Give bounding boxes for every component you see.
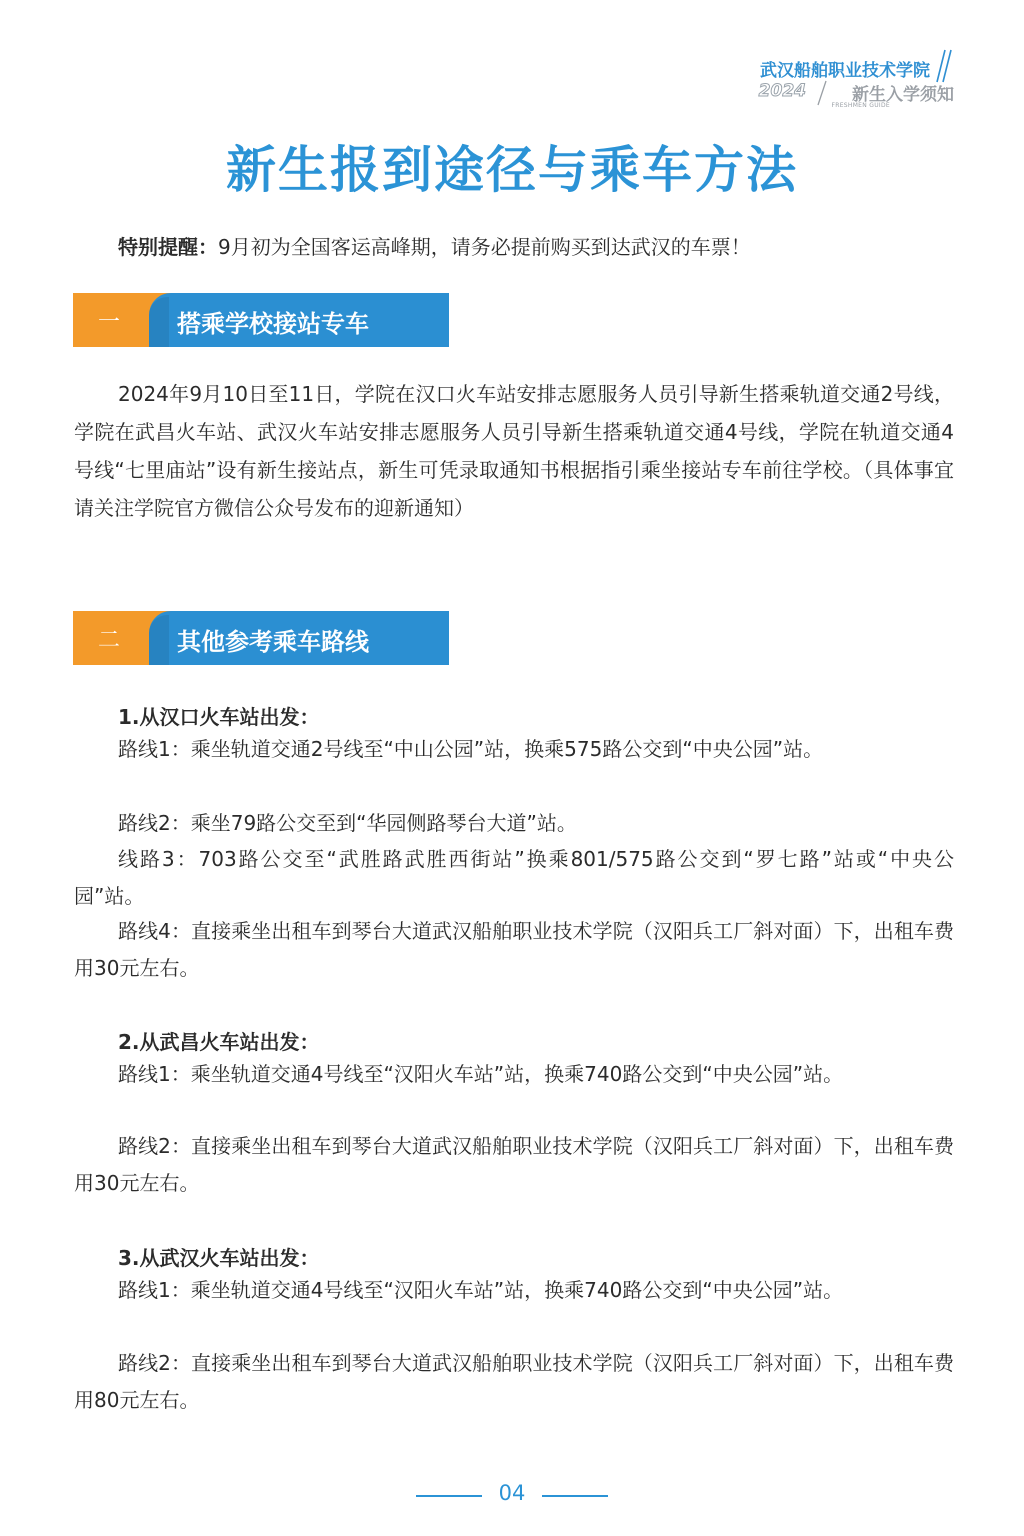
- route-line: 路线1：乘坐轨道交通4号线至“汉阳火车站”站，换乘740路公交到“中央公园”站。: [118, 1278, 844, 1302]
- section-number: 二: [97, 628, 120, 653]
- route-group-heading-wuchang: 2.从武昌火车站出发：: [118, 1030, 320, 1054]
- section-badge-2: [73, 611, 449, 665]
- route-line: 路线2：直接乘坐出租车到琴台大道武汉船舶职业技术学院（汉阳兵工厂斜对面）下，出租车费用80元左右。: [74, 1351, 954, 1412]
- route-group-heading-wuhan: 3.从武汉火车站出发：: [118, 1246, 320, 1270]
- double-slash-icon: [934, 48, 954, 84]
- section-title: 搭乘学校接站专车: [177, 309, 369, 338]
- page-footer: [0, 1481, 1024, 1511]
- section-1-paragraph: 2024年9月10日至11日，学院在汉口火车站安排志愿服务人员引导新生搭乘轨道交通2号线，学院在武昌火车站、武汉火车站安排志愿服务人员引导新生搭乘轨道交通4号线，学院在轨道交通4号线“七里庙站”设有新生接站点，新生可凭录取通知书根据指引乘坐接站专车前往学校。（具体事宜请关注学院官方微信公众号发布的迎新通知）: [74, 382, 954, 520]
- brand-year: 2024: [758, 81, 806, 101]
- special-reminder: [118, 231, 751, 260]
- route-group-heading-hankou: 1.从汉口火车站出发：: [118, 705, 320, 729]
- route-line: 路线4：直接乘坐出租车到琴台大道武汉船舶职业技术学院（汉阳兵工厂斜对面）下，出租车费用30元左右。: [74, 919, 954, 980]
- slash-icon: [816, 80, 828, 106]
- page-title: 新生报到途径与乘车方法: [226, 140, 798, 199]
- route-line: 路线1：乘坐轨道交通4号线至“汉阳火车站”站，换乘740路公交到“中央公园”站。: [118, 1062, 844, 1086]
- reminder-label: 特别提醒：: [118, 235, 218, 259]
- section-title: 其他参考乘车路线: [177, 627, 369, 656]
- section-badge-1: [73, 293, 449, 347]
- footer-divider-right: [542, 1495, 608, 1497]
- route-line: 路线2：乘坐79路公交至到“华园侧路琴台大道”站。: [118, 811, 577, 835]
- school-name: 武汉船舶职业技术学院: [760, 61, 930, 81]
- route-line: 线路3：703路公交至“武胜路武胜西街站”换乘801/575路公交到“罗七路”站或“中央公园”站。: [74, 847, 954, 908]
- route-line: 路线1：乘坐轨道交通2号线至“中山公园”站，换乘575路公交到“中央公园”站。: [118, 737, 824, 761]
- header-brand: [634, 48, 954, 118]
- brand-guide: 新生入学须知: [852, 85, 954, 105]
- reminder-text: 9月初为全国客运高峰期，请务必提前购买到达武汉的车票！: [218, 235, 751, 259]
- route-line: 路线2：直接乘坐出租车到琴台大道武汉船舶职业技术学院（汉阳兵工厂斜对面）下，出租车费用30元左右。: [74, 1134, 954, 1195]
- section-number: 一: [97, 310, 120, 335]
- page-number: 04: [498, 1481, 526, 1505]
- brand-guide-en: FRESHMEN GUIDE: [831, 102, 890, 109]
